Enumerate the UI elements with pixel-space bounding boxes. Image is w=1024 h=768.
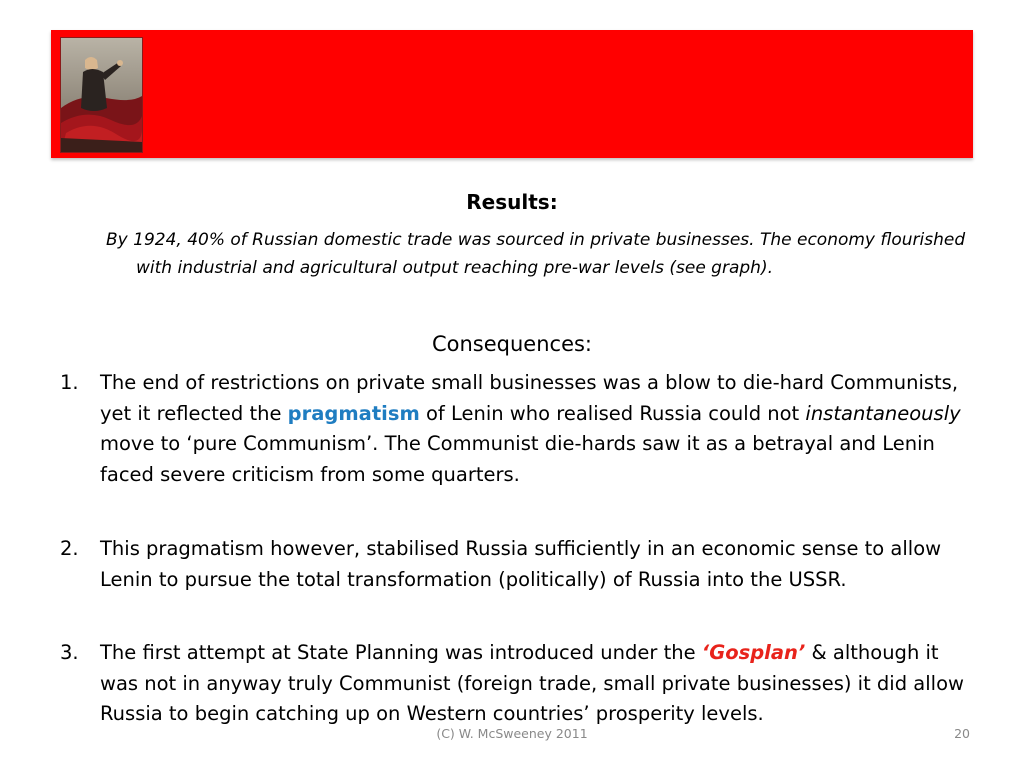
results-body: By 1924, 40% of Russian domestic trade was sourced in private businesses. The economy flourished with industrial and agricultural output reaching pre-war levels (see graph). bbox=[106, 230, 966, 278]
item-number: 2. bbox=[60, 537, 79, 560]
pragmatism-highlight: pragmatism bbox=[287, 401, 420, 425]
footer-copyright: (C) W. McSweeney 2011 bbox=[436, 726, 588, 741]
item-text-part: move to ‘pure Communism’. The Communist die-hards saw it as a betrayal and Lenin faced severe criticism from some quarters. bbox=[100, 432, 935, 486]
title-banner bbox=[51, 30, 973, 158]
consequence-item-2 bbox=[60, 534, 965, 595]
item-number: 1. bbox=[60, 371, 79, 394]
item-text: This pragmatism however, stabilised Russia sufficiently in an economic sense to allow Lenin to pursue the total transformation (politically) of Russia into the USSR. bbox=[100, 537, 942, 591]
lenin-portrait-image bbox=[60, 37, 143, 153]
results-heading: Results: bbox=[466, 190, 558, 214]
consequence-item-1 bbox=[60, 368, 965, 490]
instantaneously-emphasis: instantaneously bbox=[805, 401, 961, 425]
consequences-heading: Consequences: bbox=[431, 332, 593, 356]
item-number: 3. bbox=[60, 641, 79, 664]
gosplan-highlight: ‘Gosplan’ bbox=[701, 641, 806, 664]
item-text-part: of Lenin who realised Russia could not bbox=[419, 401, 806, 425]
slide-number: 20 bbox=[954, 726, 970, 741]
item-text-part: The first attempt at State Planning was introduced under the bbox=[100, 641, 702, 664]
item-text bbox=[100, 638, 965, 730]
item-text-part: The end of restrictions on private small businesses was a blow to die-hard Communists, yet it reflected the bbox=[100, 371, 959, 425]
item-text-part: & although it was not in anyway truly Communist (foreign trade, small private businesses) it did allow Russia to begin catching up on Western countries’ prosperity levels. bbox=[100, 641, 964, 725]
item-text bbox=[100, 368, 965, 490]
consequence-item-3 bbox=[60, 638, 965, 730]
